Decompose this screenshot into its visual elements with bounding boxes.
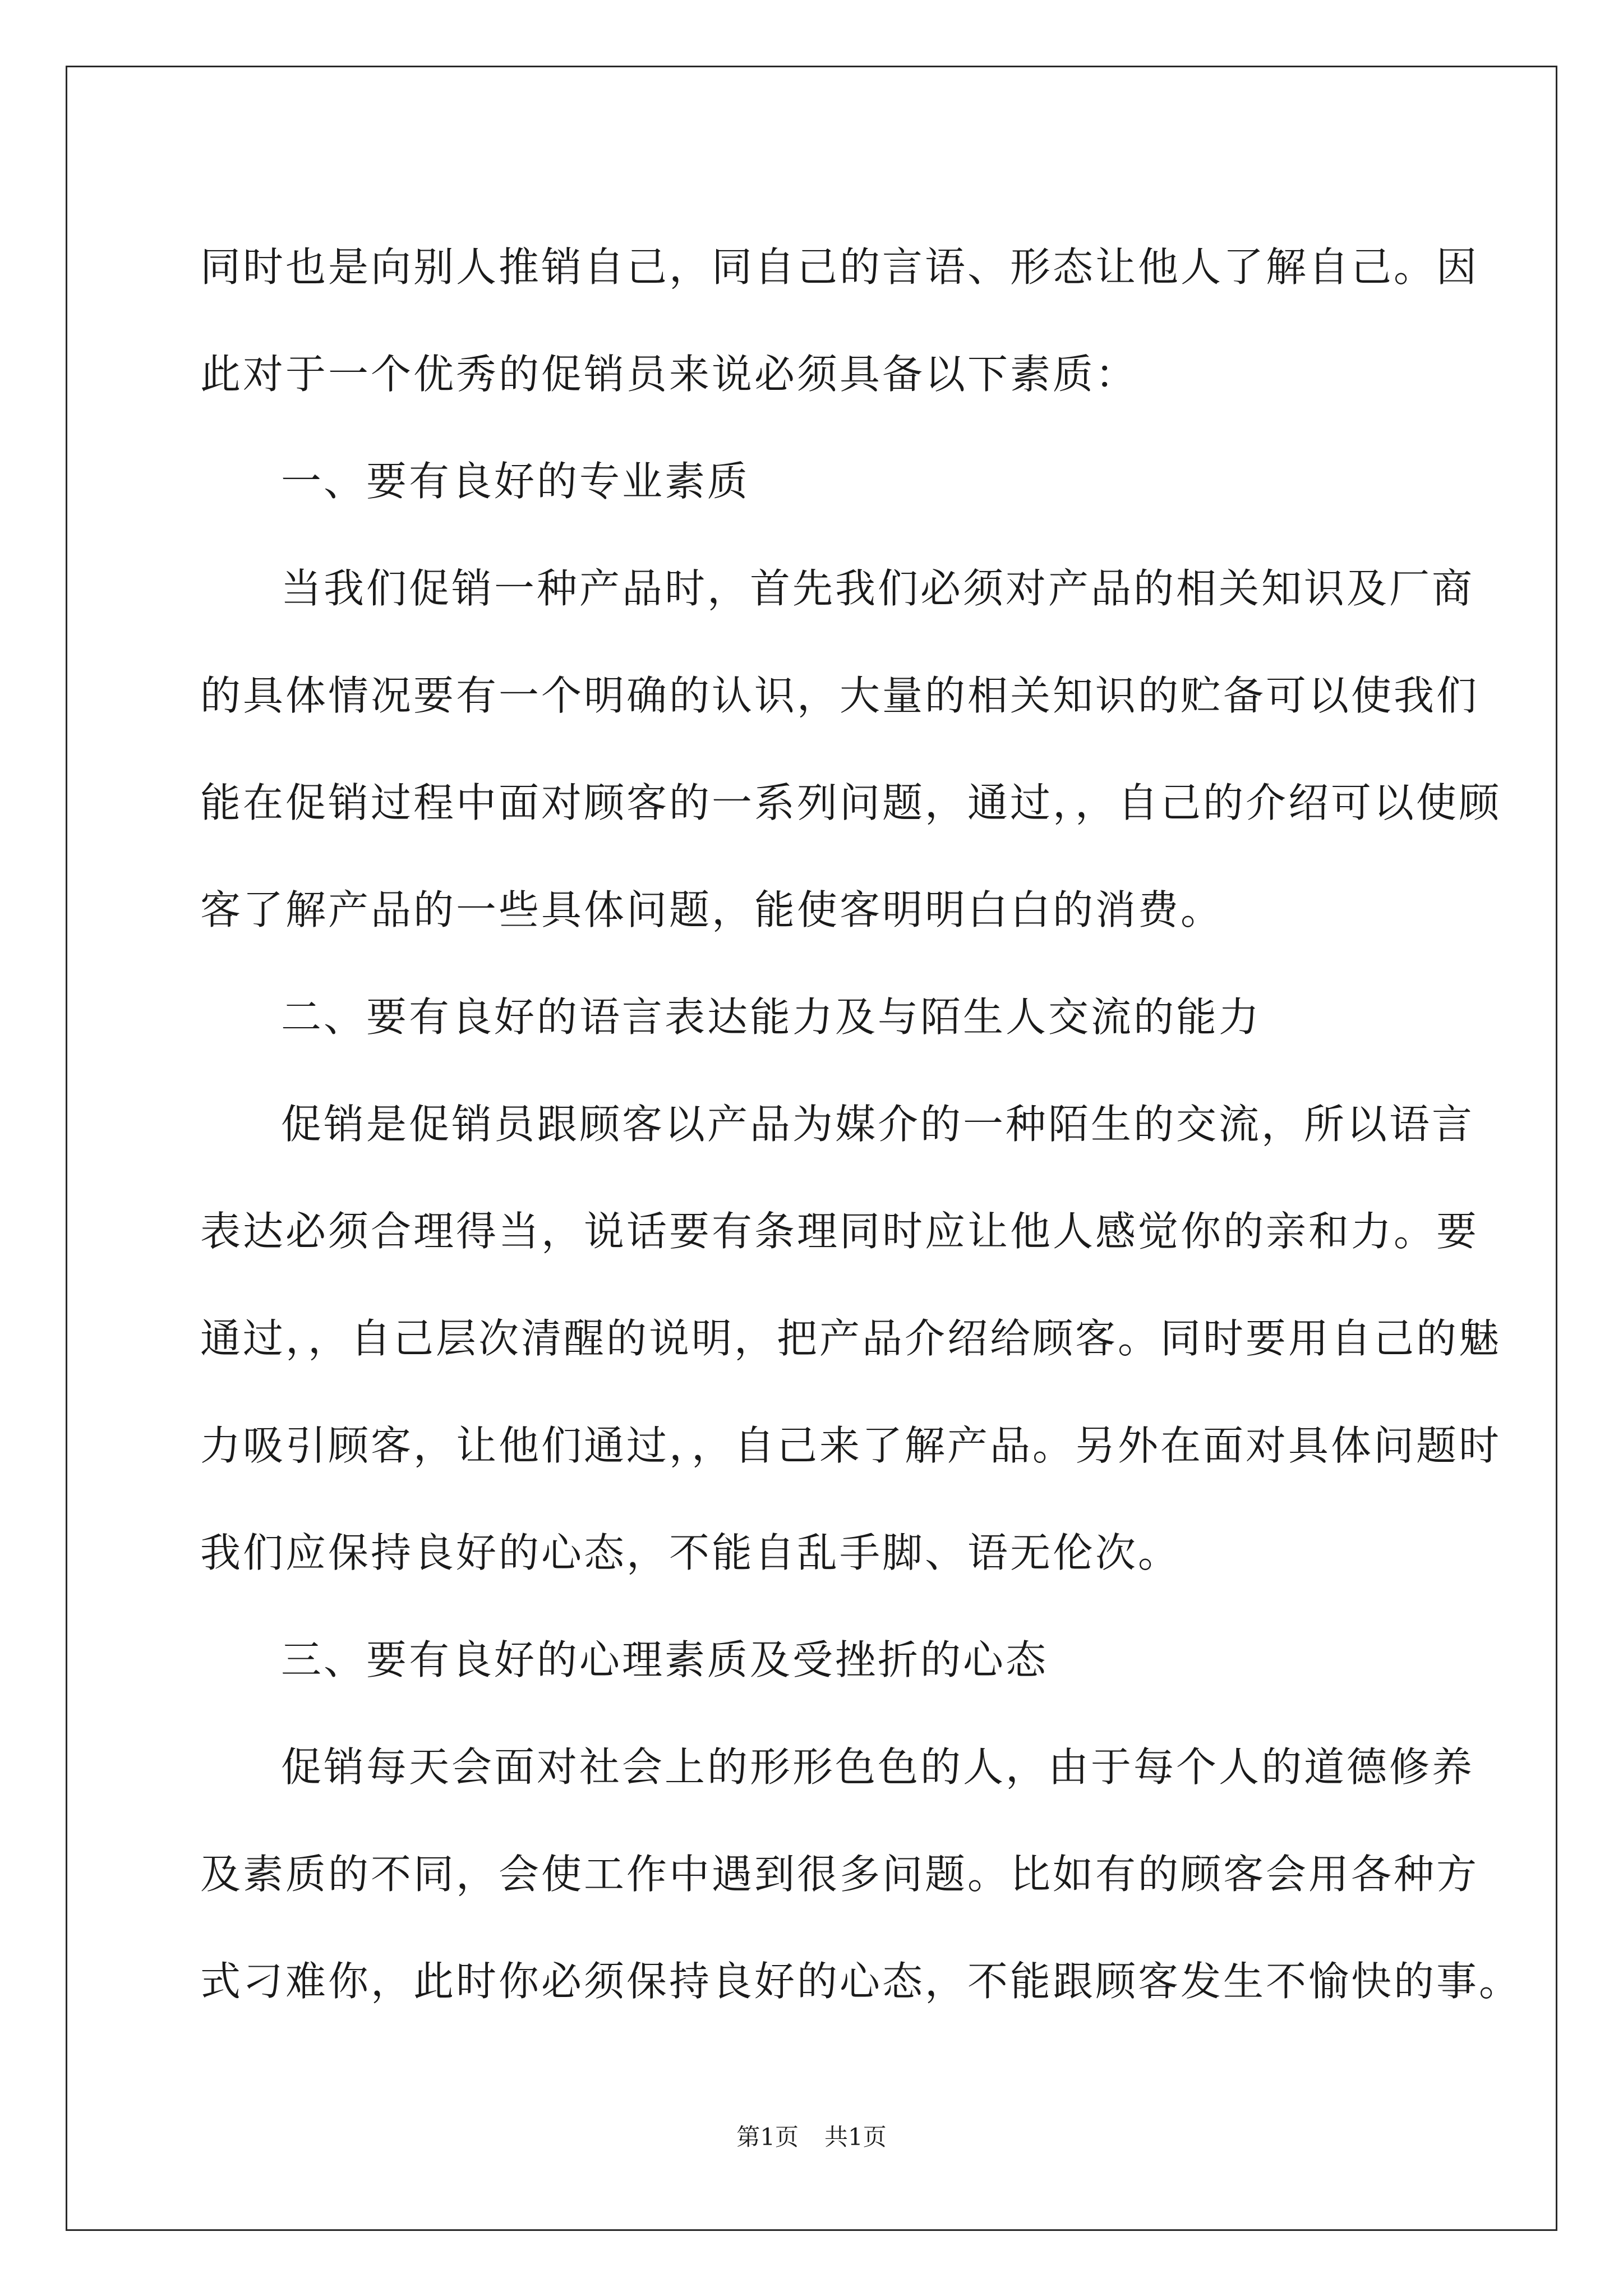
paragraph-line: 促销每天会面对社会上的形形色色的人，由于每个人的道德修养	[281, 1743, 1475, 1791]
paragraph-line: 我们应保持良好的心态，不能自乱手脚、语无伦次。	[200, 1529, 1181, 1576]
paragraph-line: 客了解产品的一些具体问题，能使客明明白白的消费。	[200, 886, 1224, 933]
paragraph-line: 表达必须合理得当，说话要有条理同时应让他人感觉你的亲和力。要	[200, 1208, 1479, 1255]
paragraph-line: 同时也是向别人推销自己，同自己的言语、形态让他人了解自己。因	[200, 243, 1479, 291]
page-number-total: 共1页	[824, 2123, 887, 2151]
paragraph-line: 通过，，自己层次清醒的说明，把产品介绍给顾客。同时要用自己的魅	[200, 1315, 1502, 1362]
page-footer	[0, 2120, 1623, 2154]
paragraph-line: 的具体情况要有一个明确的认识，大量的相关知识的贮备可以使我们	[200, 672, 1479, 719]
paragraph-line: 此对于一个优秀的促销员来说必须具备以下素质：	[200, 351, 1138, 398]
section-heading: 一、要有良好的专业素质	[281, 458, 750, 505]
page-number-current: 第1页	[736, 2123, 799, 2151]
section-heading: 二、要有良好的语言表达能力及与陌生人交流的能力	[281, 993, 1262, 1041]
paragraph-line: 力吸引顾客，让他们通过，，自己来了解产品。另外在面对具体问题时	[200, 1422, 1502, 1469]
paragraph-line: 及素质的不同，会使工作中遇到很多问题。比如有的顾客会用各种方	[200, 1851, 1479, 1898]
document-body	[200, 214, 1522, 2035]
paragraph-line: 促销是促销员跟顾客以产品为媒介的一种陌生的交流，所以语言	[281, 1101, 1475, 1148]
paragraph-line: 当我们促销一种产品时，首先我们必须对产品的相关知识及厂商	[281, 565, 1475, 612]
paragraph-line: 式刁难你，此时你必须保持良好的心态，不能跟顾客发生不愉快的事。	[200, 1958, 1522, 2005]
section-heading: 三、要有良好的心理素质及受挫折的心态	[281, 1636, 1049, 1683]
paragraph-line: 能在促销过程中面对顾客的一系列问题，通过，，自己的介绍可以使顾	[200, 779, 1502, 826]
